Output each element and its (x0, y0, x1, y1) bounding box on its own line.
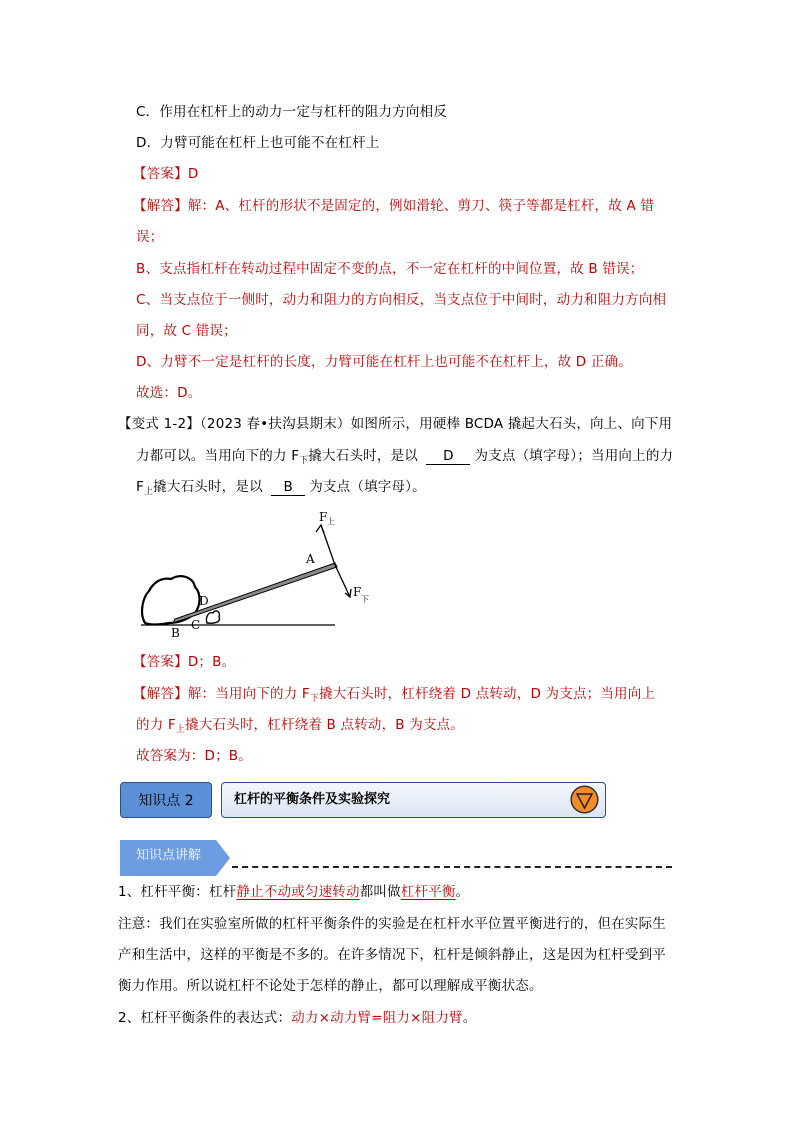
label-b: B (171, 626, 180, 640)
label-d: D (199, 594, 209, 608)
note-line-3: 衡力作用。所以说杠杆不论处于怎样的静止，都可以理解成平衡状态。 (118, 978, 543, 994)
label-f-down: F (353, 585, 362, 599)
note-line-1: 注意：我们在实验室所做的杠杆平衡条件的实验是在杠杆水平位置平衡进行的，但在实际生 (118, 916, 666, 932)
answer-value: D (187, 166, 199, 182)
variant-line-1: 【变式 1-2】（2023 春•扶沟县期末）如图所示，用硬棒 BCDA 撬起大石头，向上、向下用 (118, 416, 673, 432)
option-c: C．作用在杠杆上的动力一定与杠杆的阻力方向相反 (136, 104, 448, 120)
dashed-divider (232, 866, 672, 868)
variant-line-2: 力都可以。当用向下的力 $F_下$撬大石头时，是以 D 为支点（填字母）；当用向上的力 (136, 448, 674, 466)
label-f-up: F (319, 510, 328, 524)
analysis-1-line-4: C、当支点位于一侧时，动力和阻力的方向相反，当支点位于中间时，动力和阻力方向相 (136, 292, 667, 308)
chevron-down-icon[interactable] (570, 785, 599, 814)
analysis-2-line-1: 【解答】解：当用向下的力 $F_下$撬大石头时，杠杆绕着 D 点转动，D 为支点；当用向上 (133, 686, 656, 704)
explain-label: 知识点讲解 (136, 848, 202, 863)
variant-label: 【变式 1-2】 (118, 416, 200, 432)
pebble-shape (206, 611, 219, 623)
analysis-1-line-2: 误； (136, 229, 164, 245)
label-f-up-sub: 上 (327, 517, 335, 526)
analysis-2-line-3: 故答案为：D；B。 (136, 748, 252, 764)
knowledge-point-bar[interactable] (221, 782, 606, 818)
analysis-1-line-3: B、支点指杠杆在转动过程中固定不变的点，不一定在杠杆的中间位置，故 B 错误； (136, 261, 644, 277)
blank-1: D (426, 448, 470, 465)
analysis-1-line-5: 同，故 C 错误； (136, 323, 237, 339)
analysis-2-line-2: 的力 $F_上$撬大石头时，杠杆绕着 B 点转动，B 为支点。 (136, 717, 465, 735)
knowledge-p1: 1、杠杆平衡：杠杆静止不动或匀速转动都叫做杠杆平衡。 (118, 884, 470, 900)
force-down-arrow (335, 565, 350, 597)
variant-line-3: $F_上$撬大石头时，是以 B 为支点（填字母）。 (136, 479, 426, 497)
answer-2: 【答案】D；B。 (133, 654, 236, 670)
answer-1 (133, 164, 198, 184)
answer-label: 【答案】 (133, 166, 188, 182)
option-d: D．力臂可能在杠杆上也可能不在杠杆上 (136, 135, 380, 151)
label-a: A (306, 552, 315, 566)
label-f-down-sub: 下 (361, 595, 369, 604)
knowledge-point-tag: 知识点 2 (120, 782, 212, 818)
label-c: C (191, 618, 201, 632)
lever-figure (135, 505, 395, 645)
blank-2: B (271, 479, 305, 496)
analysis-1-line-7: 故选：D。 (136, 385, 202, 401)
knowledge-p2: 2、杠杆平衡条件的表达式：动力×动力臂=阻力×阻力臂。 (118, 1010, 477, 1026)
knowledge-point-title: 杠杆的平衡条件及实验探究 (234, 792, 391, 807)
note-line-2: 产和生活中，这样的平衡是不多的。在许多情况下，杠杆是倾斜静止，这是因为杠杆受到平 (118, 947, 666, 963)
analysis-1-line-6: D、力臂不一定是杠杆的长度，力臂可能在杠杆上也可能不在杠杆上，故 D 正确。 (136, 354, 632, 370)
analysis-1-line-1: 【解答】解：A、杠杆的形状不是固定的，例如滑轮、剪刀、筷子等都是杠杆，故 A 错 (133, 198, 655, 214)
analysis-label: 【解答】 (133, 198, 188, 214)
